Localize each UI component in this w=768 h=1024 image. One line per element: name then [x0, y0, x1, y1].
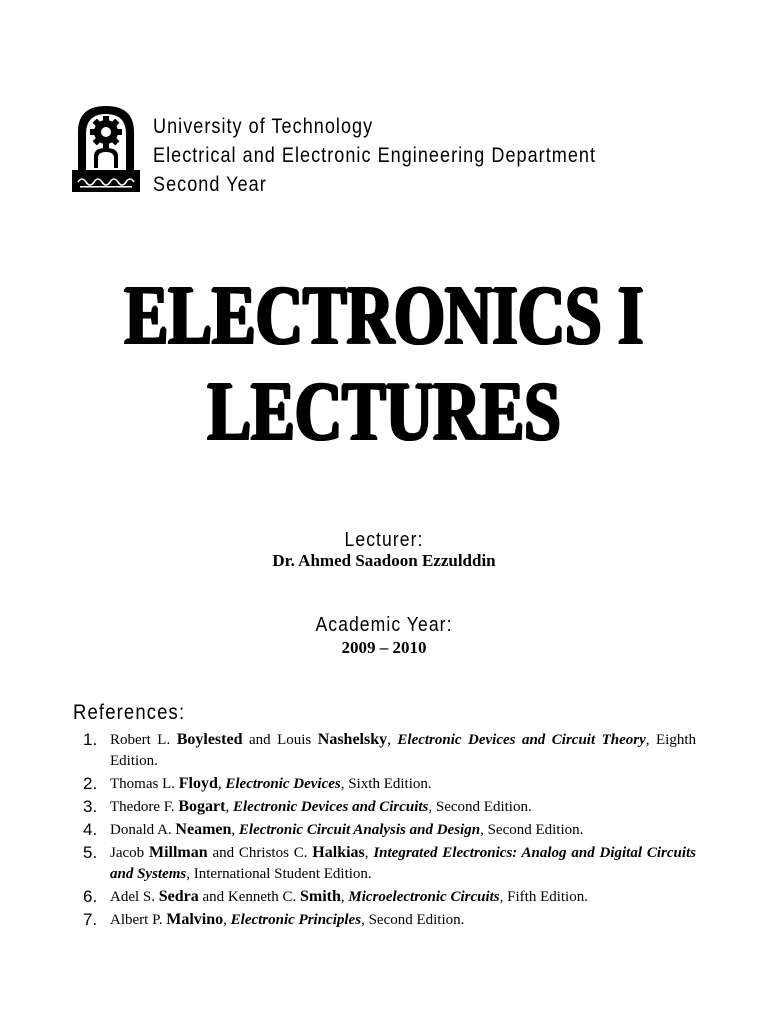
reference-book-title: Electronic Circuit Analysis and Design	[238, 822, 481, 838]
reference-edition: , Second Edition.	[480, 822, 584, 838]
reference-edition: , Sixth Edition.	[340, 776, 432, 792]
reference-item	[80, 842, 696, 885]
reference-author-surname: Boylested	[176, 731, 243, 748]
reference-number: 2.	[83, 774, 98, 793]
reference-item	[80, 729, 696, 772]
page-title-line-2: LECTURES	[207, 365, 561, 458]
reference-author-first: Robert L.	[110, 732, 177, 748]
references-heading: References:	[73, 701, 186, 724]
university-name: University of Technology	[153, 115, 374, 138]
reference-author-first: Albert P.	[110, 912, 167, 928]
reference-edition: , International Student Edition.	[186, 866, 372, 882]
reference-edition: , Eighth Edition.	[110, 732, 696, 769]
reference-author-surname: Floyd	[178, 775, 218, 792]
academic-year-value: 2009 – 2010	[341, 638, 427, 657]
reference-number: 7.	[83, 910, 98, 929]
lecturer-name: Dr. Ahmed Saadoon Ezzulddin	[272, 551, 496, 570]
reference-coauthor-first: and Christos C.	[207, 845, 313, 861]
reference-edition: , Second Edition.	[428, 799, 532, 815]
reference-number: 1.	[83, 730, 98, 749]
reference-coauthor-surname: Nashelsky	[317, 731, 388, 748]
reference-separator: ,	[231, 822, 239, 838]
reference-author-first: Donald A.	[110, 822, 176, 838]
academic-year-label: Academic Year:	[315, 614, 453, 636]
references-list	[80, 729, 696, 932]
institution-header	[153, 112, 596, 199]
reference-edition: , Second Edition.	[361, 912, 465, 928]
reference-author-first: Jacob	[110, 845, 149, 861]
reference-item	[80, 909, 696, 931]
reference-coauthor-surname: Smith	[299, 888, 341, 905]
reference-book-title: Microelectronic Circuits	[348, 889, 500, 905]
reference-item	[80, 886, 696, 908]
study-year: Second Year	[153, 173, 267, 196]
reference-separator: ,	[340, 889, 349, 905]
reference-separator: ,	[217, 776, 226, 792]
reference-author-first: Thedore F.	[110, 799, 179, 815]
reference-author-surname: Bogart	[178, 798, 226, 815]
reference-book-title: Electronic Devices and Circuit Theory	[397, 732, 646, 748]
university-seal-icon	[72, 102, 140, 194]
reference-item	[80, 796, 696, 818]
page-title-line-1: ELECTRONICS I	[124, 269, 644, 362]
reference-separator: ,	[364, 845, 374, 861]
reference-separator: ,	[223, 912, 231, 928]
reference-book-title: Electronic Devices and Circuits	[232, 799, 429, 815]
reference-item	[80, 773, 696, 795]
reference-coauthor-first: and Kenneth C.	[198, 889, 300, 905]
reference-item	[80, 819, 696, 841]
department-name: Electrical and Electronic Engineering Department	[153, 144, 597, 167]
reference-author-surname: Sedra	[158, 888, 199, 905]
reference-author-surname: Millman	[148, 844, 208, 861]
reference-coauthor-first: and Louis	[242, 732, 318, 748]
reference-author-first: Adel S.	[110, 889, 159, 905]
reference-coauthor-surname: Halkias	[312, 844, 365, 861]
reference-author-surname: Malvino	[166, 911, 224, 928]
reference-author-surname: Neamen	[175, 821, 232, 838]
reference-number: 4.	[83, 820, 98, 839]
reference-book-title: Electronic Principles	[230, 912, 362, 928]
reference-number: 3.	[83, 797, 98, 816]
reference-separator: ,	[387, 732, 398, 748]
reference-book-title: Integrated Electronics: Analog and Digital Circuits and Systems	[110, 845, 697, 882]
reference-book-title: Electronic Devices	[225, 776, 341, 792]
reference-number: 5.	[83, 843, 98, 862]
lecturer-label: Lecturer:	[344, 529, 424, 551]
reference-number: 6.	[83, 887, 98, 906]
reference-author-first: Thomas L.	[110, 776, 179, 792]
reference-separator: ,	[225, 799, 233, 815]
reference-edition: , Fifth Edition.	[499, 889, 588, 905]
